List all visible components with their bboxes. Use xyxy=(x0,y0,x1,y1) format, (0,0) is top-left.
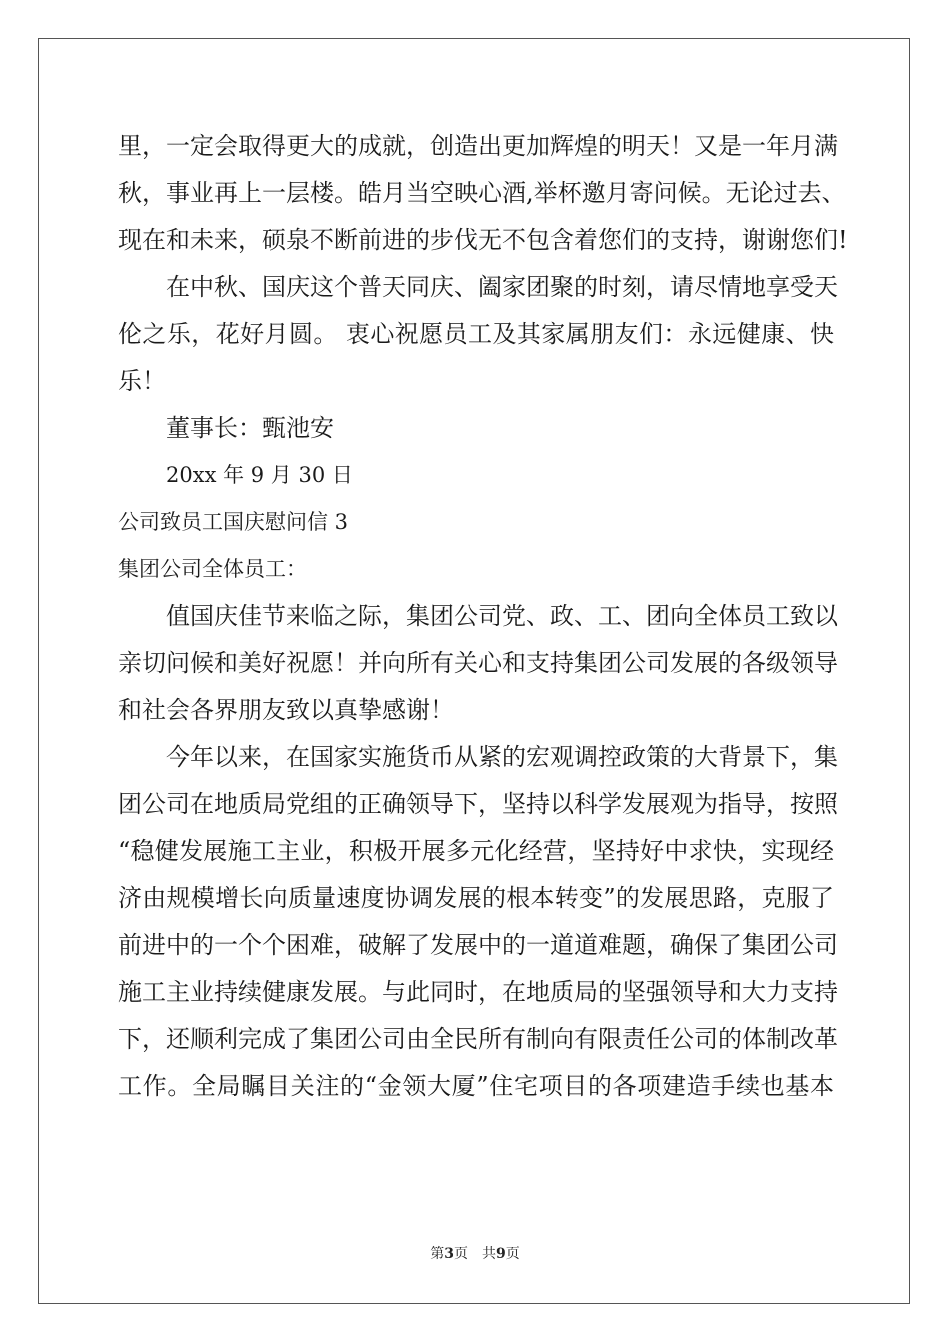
body-line: 济由规模增长向质量速度协调发展的根本转变”的发展思路，克服了 xyxy=(118,884,834,912)
body-line: 工作。全局瞩目关注的“金领大厦”住宅项目的各项建造手续也基本 xyxy=(118,1072,834,1100)
paragraph-first-line: 在中秋、国庆这个普天同庆、阖家团聚的时刻，请尽情地享受天 xyxy=(166,273,838,301)
total-page-count: 9 xyxy=(496,1246,506,1262)
footer-suffix: 页 xyxy=(505,1246,520,1262)
body-line: 下，还顺利完成了集团公司由全民所有制向有限责任公司的体制改革 xyxy=(118,1025,838,1053)
body-line: 团公司在地质局党组的正确领导下，坚持以科学发展观为指导，按照 xyxy=(118,790,838,818)
body-line: 秋，事业再上一层楼。皓月当空映心酒,举杯邀月寄问候。无论过去、 xyxy=(118,179,846,207)
body-line: 施工主业持续健康发展。与此同时，在地质局的坚强领导和大力支持 xyxy=(118,978,838,1006)
salutation: 集团公司全体员工： xyxy=(118,557,307,581)
body-line: 里，一定会取得更大的成就，创造出更加辉煌的明天！又是一年月满 xyxy=(118,132,838,160)
footer-prefix: 第 xyxy=(430,1246,445,1262)
letter-title: 公司致员工国庆慰问信 3 xyxy=(118,510,349,534)
body-line: “稳健发展施工主业，积极开展多元化经营，坚持好中求快，实现经 xyxy=(118,837,834,865)
body-line: 亲切问候和美好祝愿！并向所有关心和支持集团公司发展的各级领导 xyxy=(118,649,838,677)
current-page-number: 3 xyxy=(444,1246,454,1262)
footer-middle: 页 共 xyxy=(454,1246,496,1262)
date-line: 20xx 年 9 月 30 日 xyxy=(166,463,353,487)
body-line: 现在和未来，硕泉不断前进的步伐无不包含着您们的支持，谢谢您们! xyxy=(118,226,848,254)
page-footer xyxy=(0,1244,950,1264)
body-line: 伦之乐，花好月圆。 衷心祝愿员工及其家属朋友们：永远健康、快 xyxy=(118,320,834,348)
paragraph-first-line: 值国庆佳节来临之际，集团公司党、政、工、团向全体员工致以 xyxy=(166,602,838,630)
body-line: 乐！ xyxy=(118,367,166,395)
body-line: 和社会各界朋友致以真挚感谢！ xyxy=(118,696,454,724)
signature-line: 董事长：甄池安 xyxy=(166,414,334,442)
paragraph-first-line: 今年以来，在国家实施货币从紧的宏观调控政策的大背景下，集 xyxy=(166,743,838,771)
body-line: 前进中的一个个困难，破解了发展中的一道道难题，确保了集团公司 xyxy=(118,931,838,959)
